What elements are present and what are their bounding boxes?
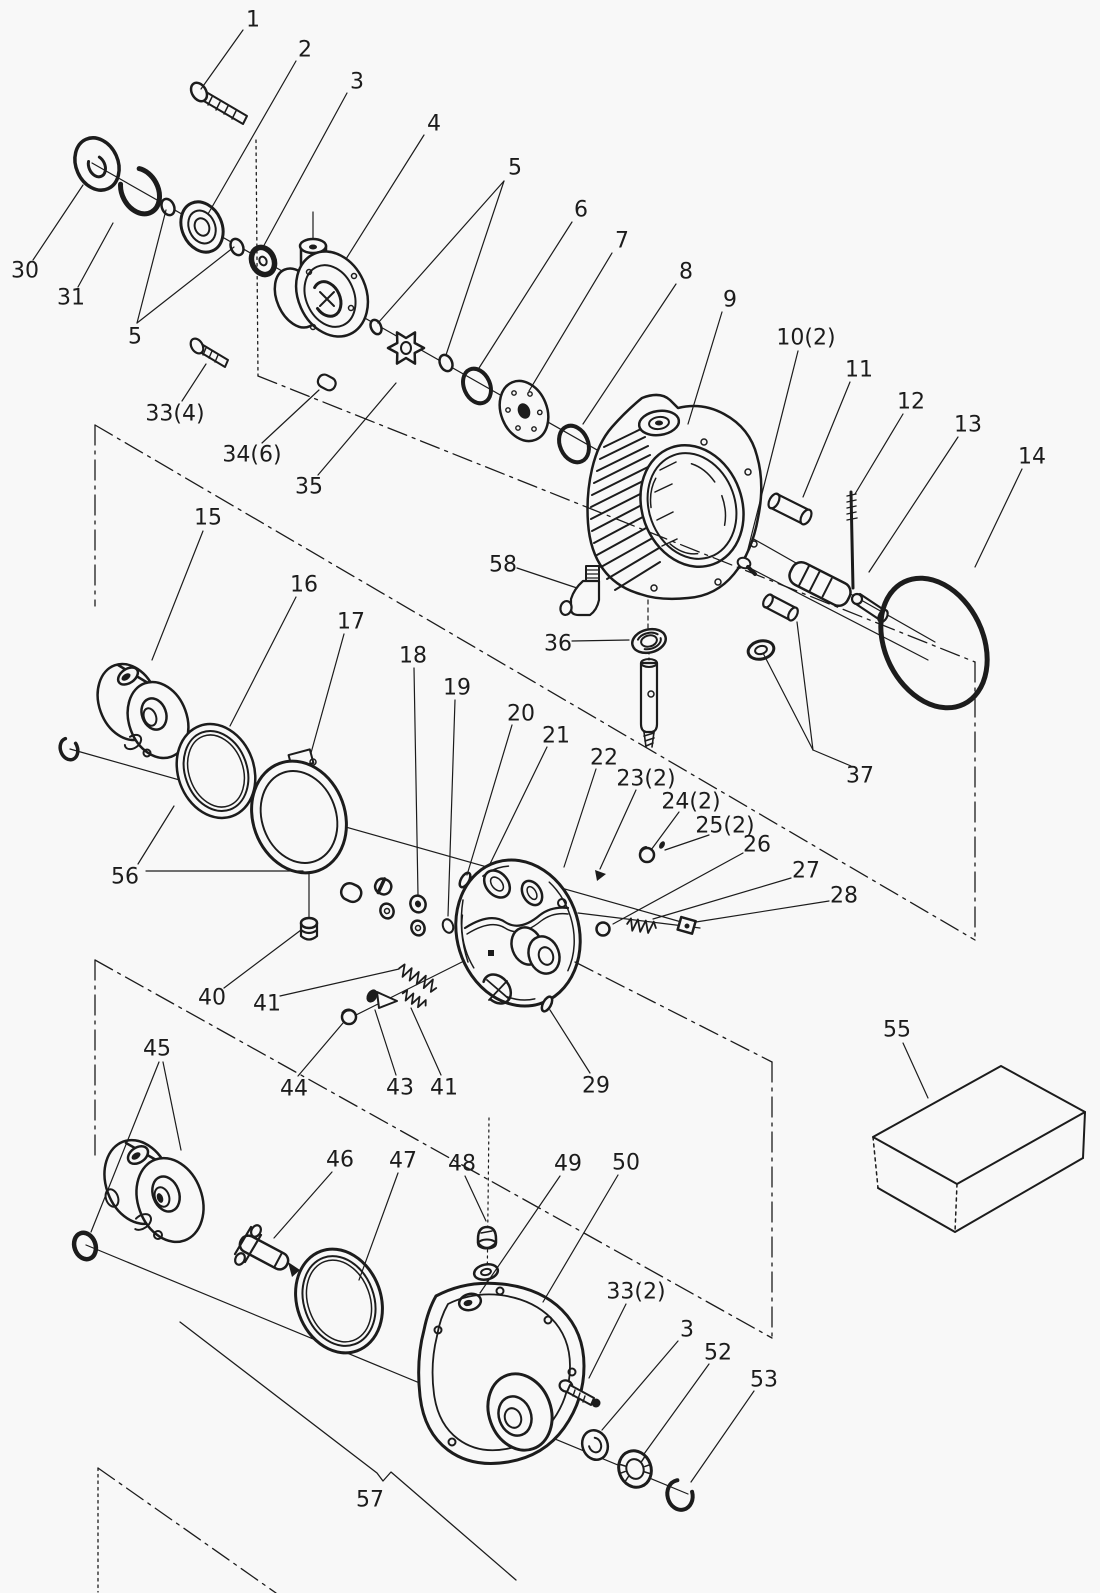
part-label-22: 22 [590, 745, 618, 771]
leader-line-30 [33, 185, 83, 260]
part-33-screw [188, 336, 228, 367]
leader-line-58 [517, 568, 577, 588]
leader-line-17 [311, 634, 344, 753]
part-52-bearing [614, 1446, 657, 1492]
part-label-6: 6 [574, 197, 588, 223]
part-label-3: 3 [350, 69, 364, 95]
part-label-41: 41 [430, 1075, 458, 1101]
part-44-ball [342, 1010, 356, 1024]
part-label-4: 4 [427, 111, 441, 137]
leader-line-35 [318, 383, 396, 475]
leader-line-6 [479, 222, 572, 368]
leader-line-21 [489, 747, 547, 866]
part-label-10(2): 10(2) [776, 325, 836, 351]
part-1-screw [188, 80, 247, 124]
part-11-pin [766, 492, 813, 526]
part-3b-seal [578, 1427, 612, 1464]
part-label-30: 30 [11, 258, 39, 284]
part-5-spacer-d [437, 353, 455, 373]
part-55-kit-box [873, 1066, 1085, 1232]
part-label-11: 11 [845, 357, 873, 383]
part-10-screw [736, 556, 755, 574]
leader-line-34(6) [262, 390, 319, 443]
leader-line-29 [550, 1010, 590, 1073]
part-label-5: 5 [128, 324, 142, 350]
leader-line-7 [529, 253, 612, 391]
part-label-1: 1 [246, 7, 260, 33]
leader-line-33(2) [589, 1304, 626, 1378]
leader-line-55 [903, 1043, 928, 1098]
part-label-24(2): 24(2) [661, 789, 721, 815]
part-label-44: 44 [280, 1076, 308, 1102]
part-label-47: 47 [389, 1148, 417, 1174]
leader-line-5 [137, 210, 166, 323]
part-label-34(6): 34(6) [222, 442, 282, 468]
part-label-57: 57 [356, 1487, 384, 1513]
part-43-detent [364, 987, 397, 1008]
part-6-oring [458, 364, 496, 407]
axis-middle [70, 749, 692, 925]
leader-line-48 [465, 1176, 486, 1221]
leader-line-45 [163, 1062, 181, 1150]
leader-line-33(4) [182, 364, 206, 401]
part-40-cap [301, 918, 317, 940]
part-label-2: 2 [298, 37, 312, 63]
part-label-9: 9 [723, 287, 737, 313]
leader-line-11 [803, 382, 850, 497]
part-22-cam-plate [438, 844, 598, 1021]
part-label-33(4): 33(4) [145, 401, 205, 427]
part-46-shaft [233, 1224, 300, 1277]
part-label-13: 13 [954, 412, 982, 438]
part-label-40: 40 [198, 985, 226, 1011]
part-drawings [57, 80, 1085, 1513]
leader-line-26 [613, 853, 743, 924]
leader-line-1 [201, 30, 243, 89]
boundary-line-3 [95, 425, 975, 940]
axis-detent-left [346, 958, 470, 1020]
part-label-46: 46 [326, 1147, 354, 1173]
part-label-16: 16 [290, 572, 318, 598]
part-7-port-plate [491, 374, 557, 449]
leader-line-31 [78, 223, 113, 287]
part-label-55: 55 [883, 1017, 911, 1043]
part-label-7: 7 [615, 228, 629, 254]
part-label-19: 19 [443, 675, 471, 701]
leader-line-28 [696, 901, 829, 922]
part-45-oring [71, 1230, 100, 1263]
part-label-29: 29 [582, 1073, 610, 1099]
part-label-3: 3 [680, 1317, 694, 1343]
leader-line-22 [564, 769, 596, 867]
leader-line-13 [869, 437, 958, 572]
part-31-retaining-ring [113, 161, 167, 220]
leader-line-47 [359, 1173, 398, 1280]
boundary-line-7 [575, 962, 772, 1062]
part-14-oring [860, 560, 1008, 725]
leader-line-37 [797, 622, 813, 750]
part-23-detent-cone [595, 870, 606, 881]
part-label-31: 31 [57, 285, 85, 311]
leader-line-46 [274, 1172, 332, 1238]
leader-line-15 [152, 531, 203, 660]
part-5-spacer-b [228, 237, 246, 257]
part-37-seal-ring [746, 638, 776, 662]
part-label-45: 45 [143, 1036, 171, 1062]
part-label-28: 28 [830, 883, 858, 909]
part-48-cap [478, 1227, 496, 1249]
leader-line-43 [375, 1010, 396, 1075]
leader-line-19 [448, 700, 455, 916]
part-41-spring-a [396, 963, 439, 993]
boundary-line-6 [95, 960, 772, 1338]
leader-line-56 [138, 806, 174, 864]
leader-line-5 [378, 181, 504, 323]
leader-line-14 [975, 469, 1022, 567]
part-12-threaded-rod [847, 492, 857, 588]
part-label-14: 14 [1018, 444, 1046, 470]
part-label-8: 8 [679, 259, 693, 285]
part-36-bearing-washer [630, 626, 669, 657]
part-8-oring [553, 421, 594, 467]
part-label-20: 20 [507, 701, 535, 727]
part-48-washer [473, 1262, 500, 1282]
leader-line-27 [653, 878, 791, 919]
leader-line-41 [280, 969, 399, 996]
part-label-21: 21 [542, 723, 570, 749]
part-label-41: 41 [253, 991, 281, 1017]
part-plug-small [57, 736, 80, 762]
part-label-27: 27 [792, 858, 820, 884]
part-label-50: 50 [612, 1150, 640, 1176]
part-53-snap-ring [664, 1477, 696, 1512]
part-4-pump-body [266, 239, 381, 348]
part-2-bearing [173, 195, 231, 259]
part-label-37: 37 [846, 763, 874, 789]
part-label-35: 35 [295, 474, 323, 500]
leader-line-5 [446, 181, 504, 355]
part-5-spacer-c [368, 318, 383, 336]
part-label-23(2): 23(2) [616, 766, 676, 792]
part-label-52: 52 [704, 1340, 732, 1366]
leader-line-18 [414, 668, 418, 895]
leader-line-40 [224, 930, 301, 988]
leader-line-3 [602, 1341, 678, 1430]
part-label-25(2): 25(2) [695, 813, 755, 839]
leader-line-24(2) [651, 812, 679, 850]
part-label-36: 36 [544, 631, 572, 657]
part-label-48: 48 [448, 1151, 476, 1177]
leader-line-41 [411, 1008, 441, 1075]
leader-line-53 [691, 1391, 754, 1482]
leader-line-3 [262, 93, 347, 249]
part-47-ring [281, 1237, 396, 1365]
boundary-line-10 [98, 1468, 276, 1593]
part-3-seal [247, 244, 278, 279]
part-label-56: 56 [111, 864, 139, 890]
part-9-housing [588, 395, 762, 599]
leader-line-44 [298, 1023, 343, 1076]
part-label-17: 17 [337, 609, 365, 635]
leader-line-16 [230, 597, 296, 726]
part-35-gerotor [388, 332, 424, 363]
part-label-15: 15 [194, 505, 222, 531]
leader-line-23(2) [600, 790, 636, 869]
part-label-43: 43 [386, 1075, 414, 1101]
part-label-49: 49 [554, 1151, 582, 1177]
leader-line-36 [572, 640, 629, 641]
part-label-12: 12 [897, 389, 925, 415]
part-18-21-hardware [339, 871, 473, 937]
part-labels [11, 8, 1046, 1513]
leader-line-5 [137, 247, 234, 323]
part-45-rotor [93, 1131, 215, 1252]
part-label-58: 58 [489, 552, 517, 578]
leader-line-12 [855, 414, 903, 494]
part-28-screw [678, 917, 696, 934]
part-50-cover [419, 1283, 584, 1463]
leader-line-52 [644, 1364, 709, 1454]
leader-line-37 [763, 653, 813, 750]
part-label-18: 18 [399, 643, 427, 669]
part-label-26: 26 [743, 832, 771, 858]
part-label-53: 53 [750, 1367, 778, 1393]
part-label-5: 5 [508, 155, 522, 181]
part-37-pin [761, 593, 800, 622]
part-58-elbow-fitting [559, 566, 599, 616]
part-label-33(2): 33(2) [606, 1279, 666, 1305]
part-36-valve-piston [641, 659, 657, 747]
part-41-spring-b [400, 989, 428, 1010]
leader-line-2 [208, 61, 296, 214]
leader-line-4 [346, 135, 424, 259]
part-26-ball [597, 923, 610, 936]
part-25-pin [658, 840, 666, 849]
leader-line-20 [467, 725, 512, 875]
